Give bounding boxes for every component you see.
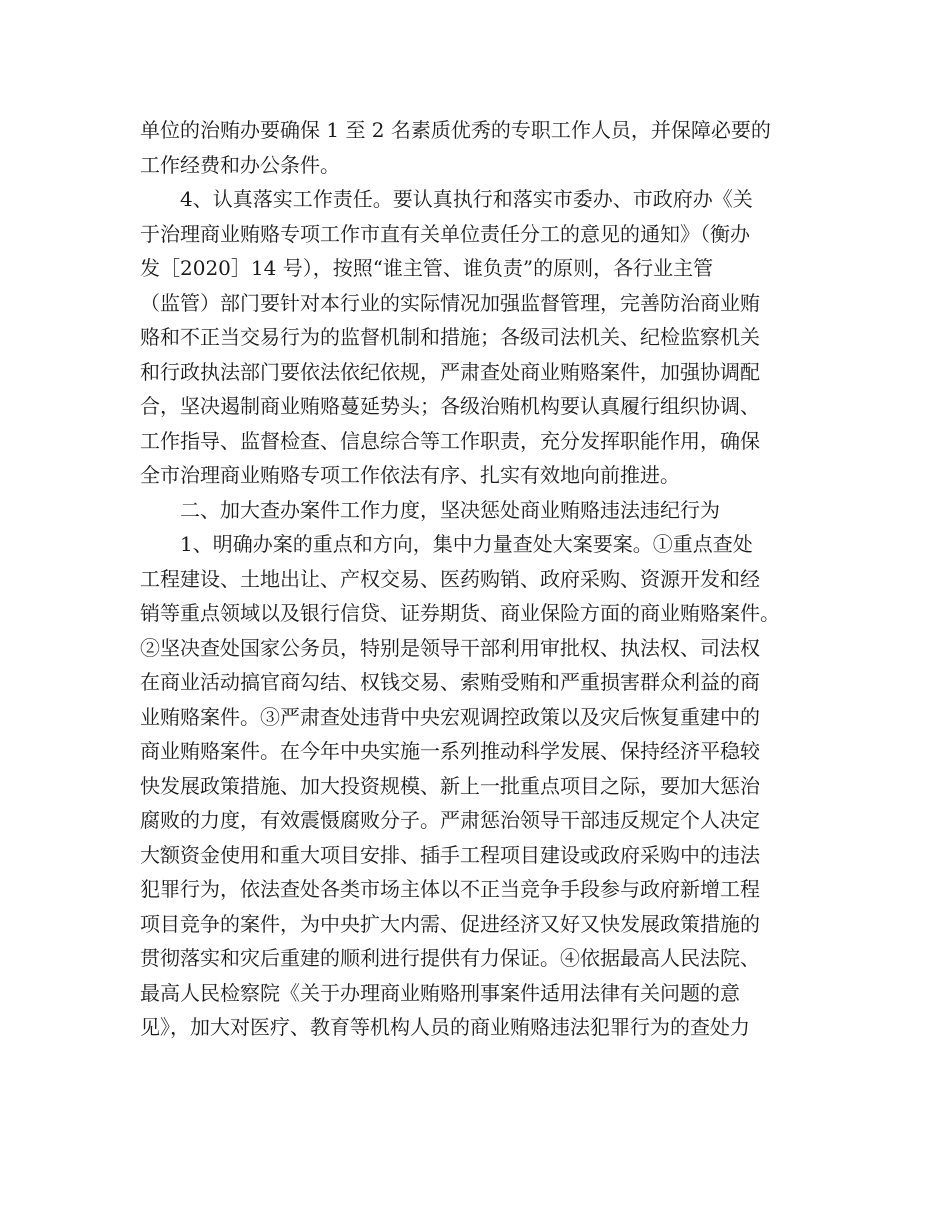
text-line: 最高人民检察院《关于办理商业贿赂刑事案件适用法律有关问题的意 (140, 980, 740, 1005)
text-line: 犯罪行为，依法查处各类市场主体以不正当竞争手段参与政府新增工程 (140, 877, 760, 901)
text-line: 业贿赂案件。③严肃查处违背中央宏观调控政策以及灾后恢复重建中的 (140, 704, 760, 729)
text-line: 赂和不正当交易行为的监督机制和措施；各级司法机关、纪检监察机关 (140, 325, 760, 349)
text-line: ②坚决查处国家公务员，特别是领导干部利用审批权、执法权、司法权 (140, 635, 760, 660)
text-line: 快发展政策措施、加大投资规模、新上一批重点项目之际，要加大惩治 (140, 773, 760, 798)
text-line: 单位的治贿办要确保 1 至 2 名素质优秀的专职工作人员，并保障必要的 (140, 118, 771, 142)
text-line: 工作经费和办公条件。 (140, 152, 340, 177)
text-line: 项目竞争的案件，为中央扩大内需、促进经济又好又快发展政策措施的 (140, 911, 760, 936)
text-line: 大额资金使用和重大项目安排、插手工程项目建设或政府采购中的违法 (140, 842, 760, 867)
text-line: （监管）部门要针对本行业的实际情况加强监督管理，完善防治商业贿 (140, 290, 760, 315)
paragraph-start-line: 1、明确办案的重点和方向，集中力量查处大案要案。①重点查处 (140, 532, 753, 556)
text-line: 见》，加大对医疗、教育等机构人员的商业贿赂违法犯罪行为的查处力 (140, 1015, 750, 1039)
paragraph-start-line: 4、认真落实工作责任。要认真执行和落实市委办、市政府办《关 (140, 187, 753, 211)
text-line: 销等重点领域以及银行信贷、证券期货、商业保险方面的商业贿赂案件。 (140, 601, 780, 625)
text-line: 在商业活动搞官商勾结、权钱交易、索贿受贿和严重损害群众利益的商 (140, 670, 760, 694)
text-line: 工作指导、监督检查、信息综合等工作职责，充分发挥职能作用，确保 (140, 428, 760, 453)
text-line: 发［2020］14 号），按照“谁主管、谁负责”的原则，各行业主管 (140, 256, 714, 280)
text-line: 合，坚决遏制商业贿赂蔓延势头；各级治贿机构要认真履行组织协调、 (140, 394, 760, 418)
text-line: 于治理商业贿赂专项工作市直有关单位责任分工的意见的通知》（衡办 (140, 221, 750, 246)
text-line: 腐败的力度，有效震慑腐败分子。严肃惩治领导干部违反规定个人决定 (140, 808, 760, 832)
text-line: 商业贿赂案件。在今年中央实施一系列推动科学发展、保持经济平稳较 (140, 739, 760, 763)
text-line: 全市治理商业贿赂专项工作依法有序、扎实有效地向前推进。 (140, 463, 680, 487)
text-line: 工程建设、土地出让、产权交易、医药购销、政府采购、资源开发和经 (140, 566, 760, 591)
document-body-text (140, 113, 816, 1045)
section-heading: 二、加大查办案件工作力度，坚决惩处商业贿赂违法违纪行为 (140, 497, 720, 522)
text-line: 贯彻落实和灾后重建的顺利进行提供有力保证。④依据最高人民法院、 (140, 946, 760, 970)
text-line: 和行政执法部门要依法依纪依规，严肃查处商业贿赂案件，加强协调配 (140, 359, 760, 384)
